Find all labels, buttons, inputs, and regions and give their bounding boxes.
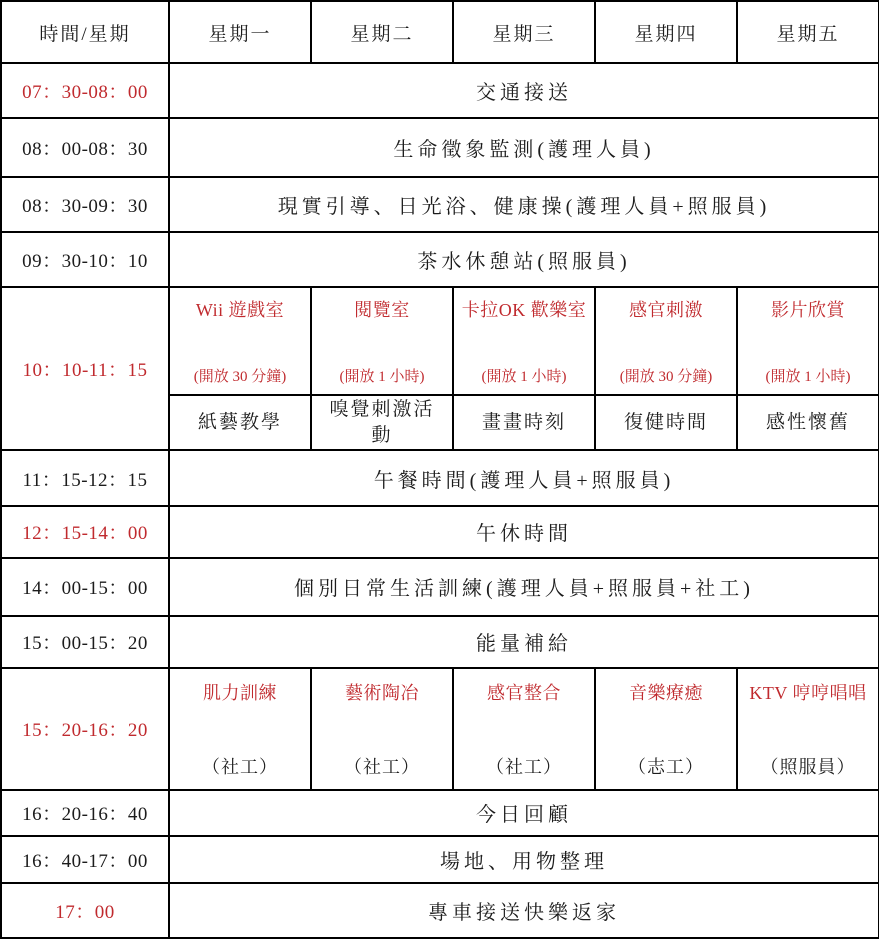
alt-activity-monday: 紙藝教學 xyxy=(169,395,311,450)
room-cell-tuesday xyxy=(311,287,453,395)
time-cell: 16：40-17：00 xyxy=(1,836,169,883)
room-note: (開放 30 分鐘) xyxy=(193,369,287,386)
time-cell: 07：30-08：00 xyxy=(1,63,169,118)
time-cell: 16：20-16：40 xyxy=(1,790,169,836)
session-name: 音樂療癒 xyxy=(629,682,703,703)
room-cell-wednesday xyxy=(453,287,595,395)
time-cell: 17：00 xyxy=(1,883,169,938)
header-day-tuesday: 星期二 xyxy=(311,1,453,63)
header-day-friday: 星期五 xyxy=(737,1,879,63)
activity-cell: 今日回顧 xyxy=(169,790,879,836)
session-staff: （志工） xyxy=(628,756,704,777)
session-cell-monday xyxy=(169,668,311,790)
header-day-monday: 星期一 xyxy=(169,1,311,63)
activity-cell: 現實引導、日光浴、健康操(護理人員+照服員) xyxy=(169,177,879,232)
header-day-thursday: 星期四 xyxy=(595,1,737,63)
activity-cell: 場地、用物整理 xyxy=(169,836,879,883)
activity-cell: 交通接送 xyxy=(169,63,879,118)
session-cell-wednesday xyxy=(453,668,595,790)
session-staff: （社工） xyxy=(344,756,420,777)
room-note: (開放 30 分鐘) xyxy=(619,369,713,386)
activity-cell: 能量補給 xyxy=(169,616,879,668)
session-name: 藝術陶冶 xyxy=(345,682,419,703)
activity-cell: 生命徵象監測(護理人員) xyxy=(169,118,879,177)
room-name: 感官刺激 xyxy=(629,300,703,321)
activity-cell: 午休時間 xyxy=(169,506,879,557)
header-day-wednesday: 星期三 xyxy=(453,1,595,63)
row-energy-refill xyxy=(1,616,879,668)
alt-activity-thursday: 復健時間 xyxy=(595,395,737,450)
row-nap xyxy=(1,506,879,557)
time-cell: 11：15-12：15 xyxy=(1,450,169,506)
room-note: (開放 1 小時) xyxy=(765,369,851,386)
row-morning-rooms xyxy=(1,287,879,395)
room-name: Wii 遊戲室 xyxy=(195,300,285,321)
row-transport-morning xyxy=(1,63,879,118)
row-daily-living-training xyxy=(1,558,879,616)
room-name: 卡拉OK 歡樂室 xyxy=(461,300,587,321)
row-tea-break xyxy=(1,232,879,287)
time-cell: 15：00-15：20 xyxy=(1,616,169,668)
room-name: 閱覽室 xyxy=(354,300,410,321)
header-row xyxy=(1,1,879,63)
activity-cell: 茶水休憩站(照服員) xyxy=(169,232,879,287)
header-time-label: 時間/星期 xyxy=(1,1,169,63)
room-note: (開放 1 小時) xyxy=(339,369,425,386)
alt-activity-tuesday: 嗅覺刺激活動 xyxy=(311,395,453,450)
session-name: KTV 哼哼唱唱 xyxy=(749,682,867,703)
session-name: 肌力訓練 xyxy=(203,682,277,703)
session-staff: （照服員） xyxy=(760,756,856,777)
room-note: (開放 1 小時) xyxy=(481,369,567,386)
session-cell-friday xyxy=(737,668,879,790)
activity-cell: 專車接送快樂返家 xyxy=(169,883,879,938)
time-cell: 12：15-14：00 xyxy=(1,506,169,557)
time-cell: 08：30-09：30 xyxy=(1,177,169,232)
row-shuttle-home xyxy=(1,883,879,938)
row-lunch xyxy=(1,450,879,506)
room-cell-monday xyxy=(169,287,311,395)
row-daily-review xyxy=(1,790,879,836)
room-cell-thursday xyxy=(595,287,737,395)
time-cell: 08：00-08：30 xyxy=(1,118,169,177)
session-cell-tuesday xyxy=(311,668,453,790)
room-cell-friday xyxy=(737,287,879,395)
session-staff: （社工） xyxy=(202,756,278,777)
room-name: 影片欣賞 xyxy=(771,300,845,321)
session-name: 感官整合 xyxy=(487,682,561,703)
session-cell-thursday xyxy=(595,668,737,790)
activity-cell: 個別日常生活訓練(護理人員+照服員+社工) xyxy=(169,558,879,616)
alt-activity-friday: 感性懷舊 xyxy=(737,395,879,450)
row-afternoon-sessions xyxy=(1,668,879,790)
row-reality-orientation xyxy=(1,177,879,232)
time-cell: 15：20-16：20 xyxy=(1,668,169,790)
alt-activity-wednesday: 畫畫時刻 xyxy=(453,395,595,450)
time-cell: 09：30-10：10 xyxy=(1,232,169,287)
row-vital-signs xyxy=(1,118,879,177)
time-cell: 10：10-11：15 xyxy=(1,287,169,450)
activity-cell: 午餐時間(護理人員+照服員) xyxy=(169,450,879,506)
row-tidy-up xyxy=(1,836,879,883)
time-cell: 14：00-15：00 xyxy=(1,558,169,616)
session-staff: （社工） xyxy=(486,756,562,777)
